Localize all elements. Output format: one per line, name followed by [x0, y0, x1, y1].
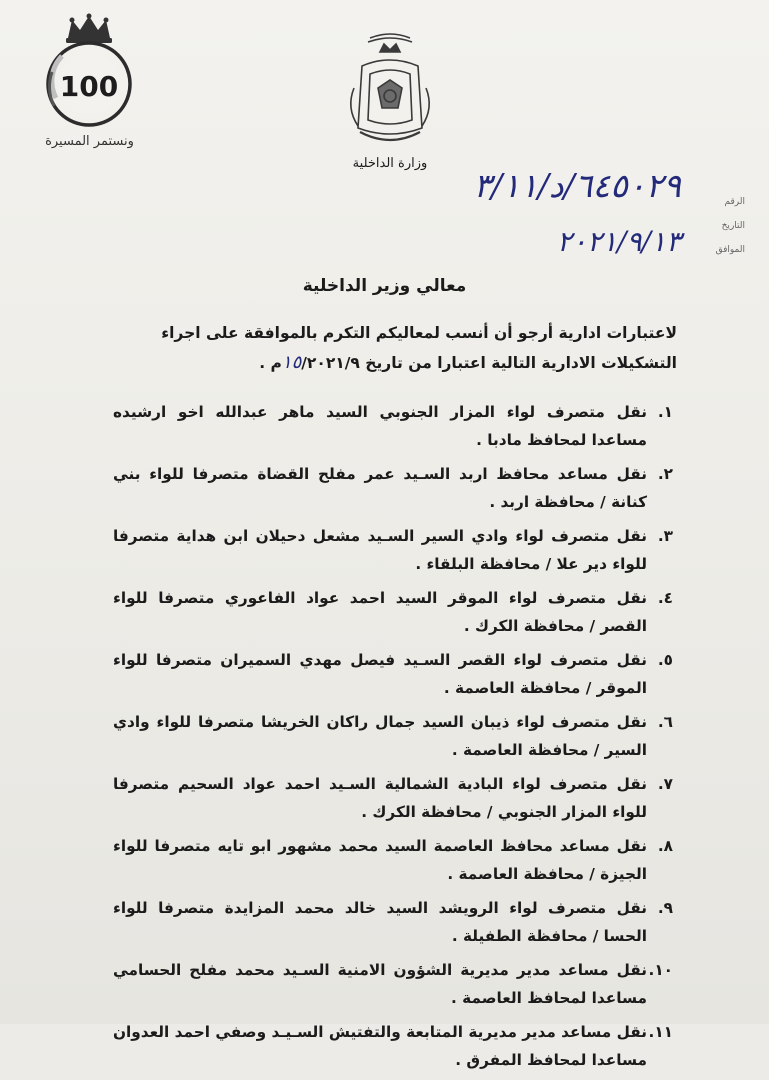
item-text: نقل متصرف لواء الموقر السيد احمد عواد الفاعوري متصرفا للواء القصر / محافظة الكرك . [113, 589, 647, 635]
list-item [113, 1018, 673, 1074]
item-text: نقل متصرف لواء وادي السير السـيد مشعل دحيلان ابن هداية متصرفا للواء دير علا / محافظة البلقاء . [113, 527, 647, 573]
coat-of-arms-icon [340, 28, 440, 153]
item-number: ٣. [657, 527, 673, 545]
intro-line-1: لاعتبارات ادارية أرجو أن أنسب لمعاليكم التكرم بالموافقة على اجراء [161, 324, 677, 342]
item-number: ٤. [657, 589, 673, 607]
list-item [113, 770, 673, 826]
item-number: ٥. [657, 651, 673, 669]
item-text: نقل مساعد مدير مديرية الشؤون الامنية السـيد محمد مفلح الحسامي مساعدا لمحافظ العاصمة . [113, 961, 647, 1007]
intro-line-2 [77, 348, 677, 378]
crown-100-icon [32, 12, 147, 132]
list-item [113, 832, 673, 888]
handwritten-day: ١٥ [281, 352, 302, 373]
item-text: نقل مساعد مدير مديرية المتابعة والتفتيش السـيـد وصفي احمد العدوان مساعدا لمحافظ المفرق . [113, 1023, 647, 1069]
item-number: ٢. [657, 465, 673, 483]
reference-date: ٢٠٢١/٩/١٣ [556, 225, 681, 258]
list-item [113, 584, 673, 640]
item-text: نقل متصرف لواء الرويشد السيد خالد محمد المزايدة متصرفا للواء الحسا / محافظة الطفيلة . [113, 899, 647, 945]
item-number: ١١. [648, 1023, 673, 1041]
item-number: ١٠. [648, 961, 673, 979]
coat-of-arms [340, 28, 440, 171]
list-item [113, 522, 673, 578]
list-item [113, 398, 673, 454]
centennial-logo [32, 12, 147, 157]
list-item [113, 646, 673, 702]
list-item [113, 894, 673, 950]
ministry-name: وزارة الداخلية [352, 156, 428, 171]
list-item [113, 956, 673, 1012]
item-text: نقل مساعد محافظ اربد السـيد عمر مفلح القضاة متصرفا للواء بني كنانة / محافظة اربد . [113, 465, 647, 511]
item-text: نقل متصرف لواء ذيبان السيد جمال راكان الخريشا متصرفا للواء وادي السير / محافظة العاصمة . [113, 713, 647, 759]
reference-labels [685, 190, 745, 262]
item-text: نقل متصرف لواء القصر السـيد فيصل مهدي السميران متصرفا للواء الموقر / محافظة العاصمة . [113, 651, 647, 697]
item-number: ١. [657, 403, 673, 421]
item-text: نقل متصرف لواء البادية الشمالية السـيد احمد عواد السحيم متصرفا للواء المزار الجنوبي / محافظة الكرك . [113, 775, 647, 821]
intro-line-2-date: /٢٠٢١/٩م . [259, 354, 360, 372]
ref-corresponding-label: الموافق [715, 245, 745, 255]
item-number: ٨. [657, 837, 673, 855]
svg-text:100: 100 [59, 70, 119, 103]
list-item [113, 460, 673, 516]
item-number: ٩. [657, 899, 673, 917]
logo-slogan: ونستمر المسيرة [45, 134, 134, 149]
transfer-list [113, 398, 673, 1080]
item-text: نقل متصرف لواء المزار الجنوبي السيد ماهر عبدالله اخو ارشيده مساعدا لمحافظ مادبا . [113, 403, 647, 449]
letter-addressee: معالي وزير الداخلية [302, 276, 467, 296]
item-text: نقل مساعد محافظ العاصمة السيد محمد مشهور ابو تايه متصرفا للواء الجيزة / محافظة العاصمة . [113, 837, 647, 883]
reference-number: ٦٤٥٠٢٩/د/٣/١١ [473, 166, 681, 205]
item-number: ٦. [657, 713, 673, 731]
item-number: ٧. [657, 775, 673, 793]
list-item [113, 708, 673, 764]
ref-date-label: التاريخ [721, 221, 745, 231]
ref-number-label: الرقم [724, 197, 745, 207]
intro-line-2-text: التشكيلات الادارية التالية اعتبارا من تاريخ [365, 354, 677, 372]
